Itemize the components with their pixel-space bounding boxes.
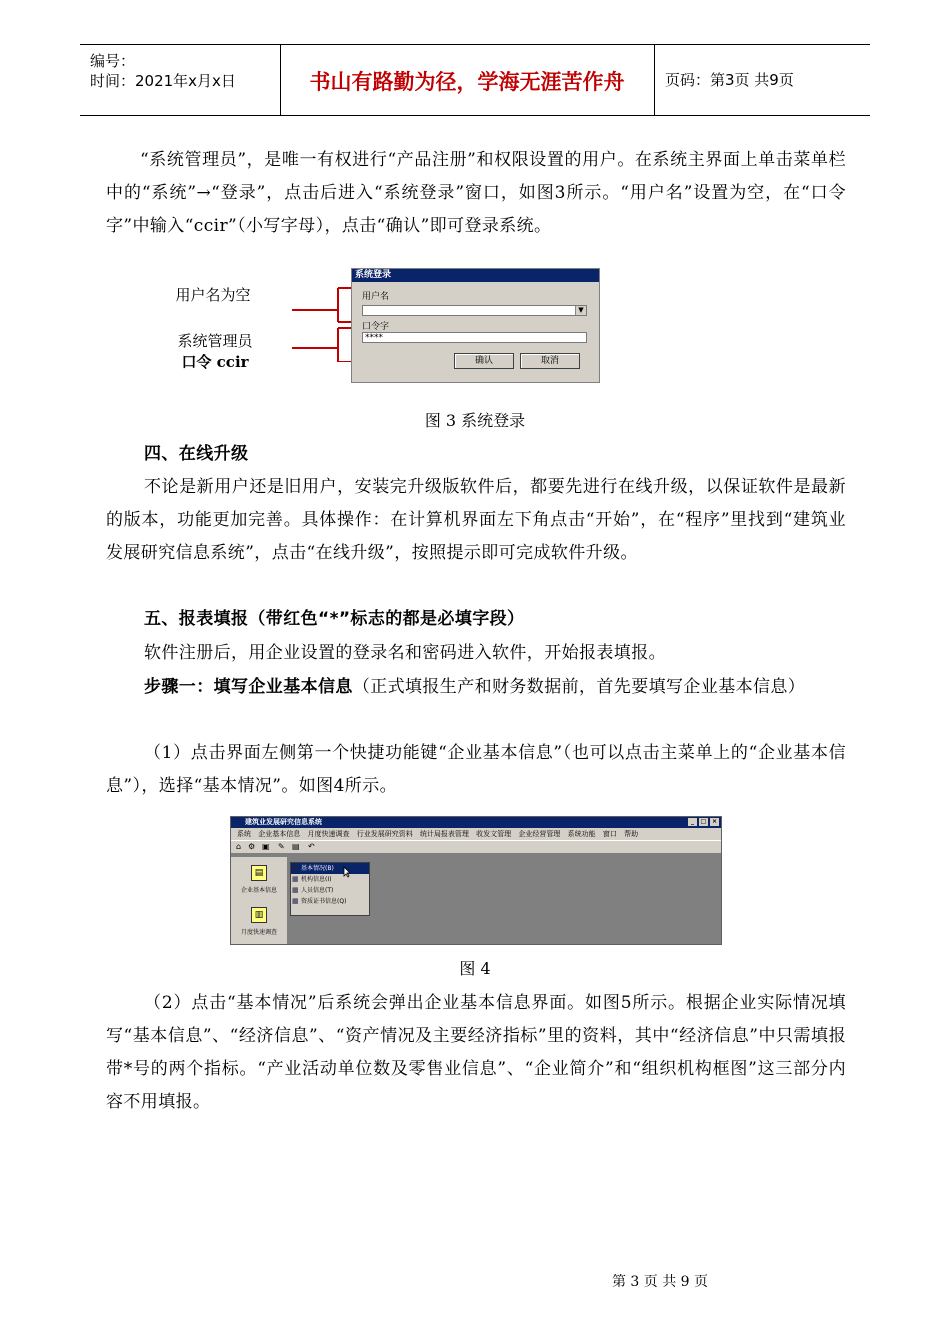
- annotation-admin: [150, 330, 280, 372]
- toolbar: [231, 840, 721, 854]
- window-icon[interactable]: ▣: [262, 842, 270, 851]
- menu-item-industry-research[interactable]: 行业发展研究资料: [356, 830, 413, 838]
- edit-icon[interactable]: ✎: [278, 842, 285, 851]
- menu-bar: [231, 828, 721, 840]
- motto: 书山有路勤为径，学海无涯苦作舟: [309, 70, 625, 94]
- tool-icon[interactable]: ⚙: [248, 842, 256, 851]
- popup-item-org-info[interactable]: ▦ 机构信息(I): [291, 874, 369, 885]
- login-dialog: [351, 268, 600, 383]
- step1-note: （正式填报生产和财务数据前，首先要填写企业基本信息）: [352, 677, 806, 697]
- menu-item-monthly-survey[interactable]: 月度快速调查: [307, 830, 350, 838]
- paragraph-online-upgrade: 不论是新用户还是旧用户，安装完升级版软件后，都要先进行在线升级，以保证软件是最新的版本，功能更加完善。具体操作：在计算机界面左下角点击“开始”，在“程序”里找到“建筑业发展研究信息系统”，点击“在线升级”，按照提示即可完成软件升级。: [106, 477, 846, 563]
- quick-button-enterprise-info-label: 企业基本信息: [240, 887, 277, 894]
- close-icon[interactable]: ×: [711, 818, 718, 825]
- annotation-admin-line1: 系统管理员: [177, 332, 253, 350]
- annotation-brackets: [290, 282, 360, 362]
- document-icon[interactable]: ▤: [292, 842, 300, 851]
- username-select[interactable]: [362, 305, 587, 316]
- username-label: 用户名: [362, 292, 390, 302]
- quick-button-enterprise-info[interactable]: [235, 865, 283, 894]
- home-icon[interactable]: ⌂: [236, 842, 242, 851]
- password-label: 口令字: [362, 322, 390, 332]
- confirm-button[interactable]: 确认: [454, 353, 514, 369]
- annotation-admin-line2: 口令 ccir: [181, 353, 249, 371]
- paragraph-after-register: 软件注册后，用企业设置的登录名和密码进入软件，开始报表填报。: [144, 643, 666, 663]
- menu-item-system-functions[interactable]: 系统功能: [567, 830, 596, 838]
- popup-item-basic-info[interactable]: ▦ 基本情况(B): [291, 863, 369, 874]
- chevron-down-icon[interactable]: ▼: [575, 306, 586, 315]
- maximize-icon[interactable]: □: [700, 818, 707, 825]
- menu-item-document-management[interactable]: 收发文管理: [476, 830, 512, 838]
- page-info: 页码：第3页 共9页: [665, 71, 794, 89]
- menu-item-enterprise-info[interactable]: 企业基本信息: [258, 830, 301, 838]
- header-page-cell: [655, 45, 870, 115]
- number-label: 编号：: [90, 52, 136, 70]
- undo-icon[interactable]: ↶: [308, 842, 315, 851]
- paragraph-step1: [106, 671, 846, 704]
- annotation-username-empty: 用户名为空: [175, 286, 251, 304]
- quick-button-monthly-survey-label: 月度快速调查: [240, 929, 277, 936]
- enterprise-info-popup-menu: [290, 862, 370, 916]
- paragraph-admin-login: “系统管理员”，是唯一有权进行“产品注册”和权限设置的用户。在系统主界面上单击菜单栏中的“系统”→“登录”，点击后进入“系统登录”窗口，如图3所示。“用户名”设置为空，在“口令字”中输入“ccir”（小写字母），点击“确认”即可登录系统。: [106, 150, 846, 236]
- menu-item-system[interactable]: 系统: [237, 830, 251, 838]
- dialog-title: 系统登录: [352, 269, 599, 282]
- app-title-bar: [231, 817, 721, 828]
- bracket-password: [292, 328, 352, 362]
- figure4-caption: 图 4: [459, 959, 491, 978]
- quick-button-monthly-survey[interactable]: [235, 907, 283, 936]
- popup-item-staff-info[interactable]: ▦ 人员信息(T): [291, 885, 369, 896]
- bracket-username: [292, 288, 352, 322]
- menu-item-help[interactable]: 帮助: [624, 830, 639, 838]
- app-title: 建筑业发展研究信息系统: [245, 818, 322, 826]
- menu-item-window[interactable]: 窗口: [602, 830, 617, 838]
- survey-icon: ▥: [251, 907, 267, 923]
- menu-item-business-management[interactable]: 企业经营管理: [518, 830, 561, 838]
- password-field[interactable]: ****: [362, 332, 587, 343]
- cancel-button[interactable]: 取消: [520, 353, 580, 369]
- quick-access-sidebar: [231, 857, 287, 944]
- minimize-icon[interactable]: _: [688, 818, 697, 826]
- mouse-cursor-icon: [343, 866, 353, 878]
- heading-online-upgrade: 四、在线升级: [144, 444, 249, 464]
- header-meta-cell: [80, 45, 281, 115]
- step1-title: 步骤一：填写企业基本信息: [144, 677, 353, 697]
- popup-item-qualification-info[interactable]: ▦ 资质证书信息(Q): [291, 896, 369, 907]
- page-footer: 第 3 页 共 9 页: [611, 1274, 709, 1290]
- time-label: 时间：2021年x月x日: [90, 72, 236, 90]
- clipboard-icon: ▤: [251, 865, 267, 881]
- app-window-screenshot: [230, 816, 722, 945]
- header-motto-cell: [280, 45, 655, 115]
- paragraph-step1-2: （2）点击“基本情况”后系统会弹出企业基本信息界面。如图5所示。根据企业实际情况填写“基本信息”、“经济信息”、“资产情况及主要经济指标”里的资料，其中“经济信息”中只需填报带*号的两个指标。“产业活动单位数及零售业信息”、“企业简介”和“组织机构框图”这三部分内容不用填报。: [106, 993, 846, 1112]
- heading-report-filling: 五、报表填报（带红色“*”标志的都是必填字段）: [144, 609, 525, 629]
- figure3-caption: 图 3 系统登录: [424, 411, 526, 430]
- paragraph-step1-1: （1）点击界面左侧第一个快捷功能键“企业基本信息”（也可以点击主菜单上的“企业基本信息”），选择“基本情况”。如图4所示。: [106, 743, 846, 796]
- menu-item-statistics-reports[interactable]: 统计局报表管理: [419, 830, 469, 838]
- page-header: [80, 44, 870, 116]
